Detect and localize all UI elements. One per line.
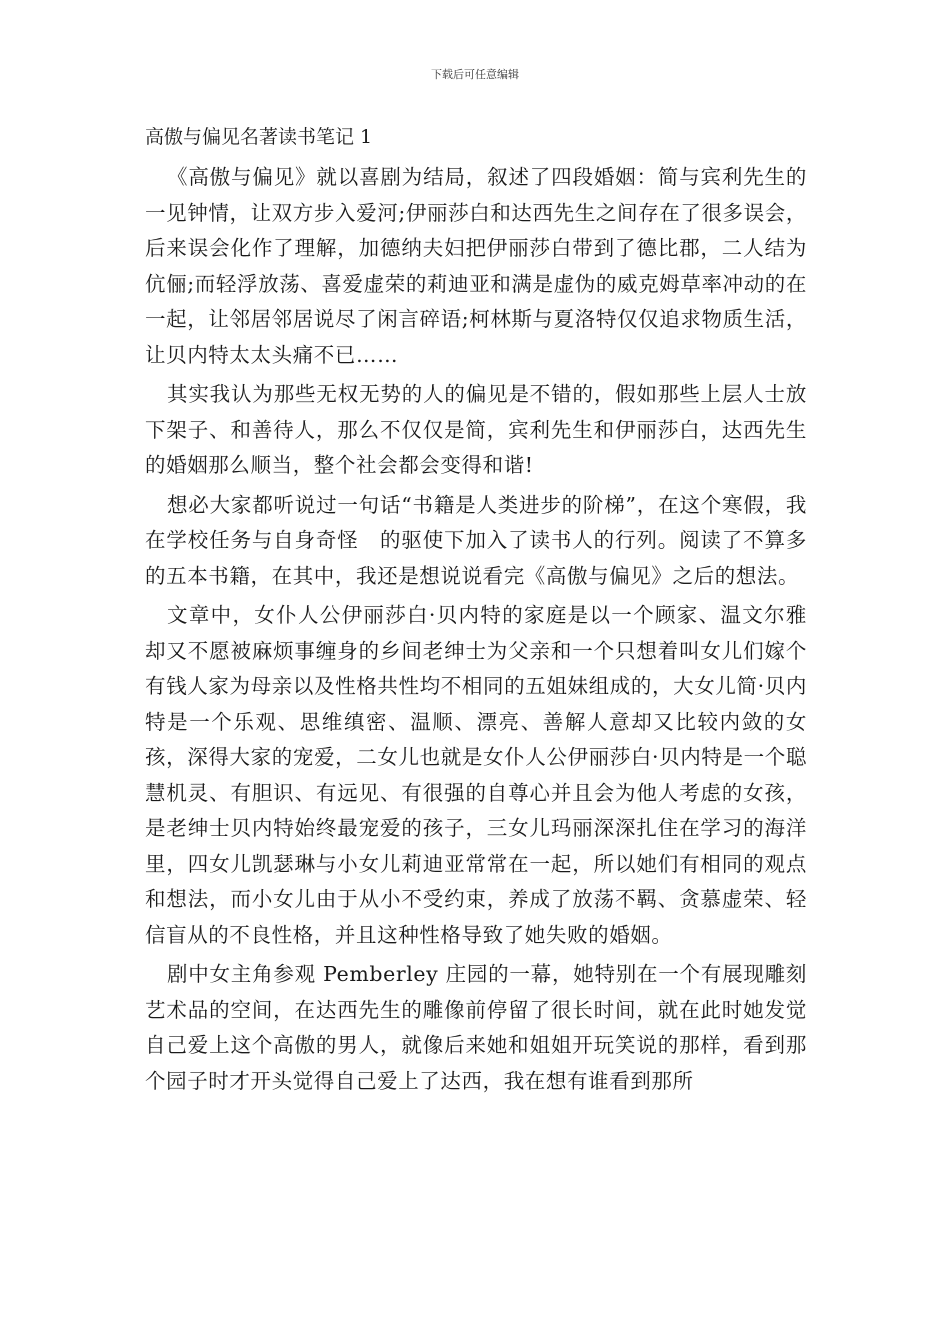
paragraph-1: 《高傲与偏见》就以喜剧为结局，叙述了四段婚姻：简与宾利先生的一见钟情，让双方步入爱河;伊丽莎白和达西先生之间存在了很多误会，后来误会化作了理解，加德纳夫妇把伊丽莎白带到了德比郡，二人结为伉俪;而轻浮放荡、喜爱虚荣的莉迪亚和满是虚伪的威克姆草率冲动的在一起，让邻居邻居说尽了闲言碎语;柯林斯与夏洛特仅仅追求物质生活，让贝内特太太头痛不已……: [145, 165, 807, 367]
paragraph-2: 其实我认为那些无权无势的人的偏见是不错的，假如那些上层人士放下架子、和善待人，那么不仅仅是简，宾利先生和伊丽莎白，达西先生的婚姻那么顺当，整个社会都会变得和谐!: [145, 382, 807, 477]
header-note: 下载后可任意编辑: [431, 68, 519, 81]
paragraph-3: 想必大家都听说过一句话“书籍是人类进步的阶梯”，在这个寒假，我在学校任务与自身奇怪 的驱使下加入了读书人的行列。阅读了不算多的五本书籍，在其中，我还是想说说看完《高傲与偏见》之后的想法。: [145, 492, 807, 588]
document-body: [145, 122, 807, 1103]
paragraph-5: 剧中女主角参观 Pemberley 庄园的一幕，她特别在一个有展现雕刻艺术品的空间，在达西先生的雕像前停留了很长时间，就在此时她发觉自己爱上这个高傲的男人，就像后来她和姐姐开玩笑说的那样，看到那个园子时才开头觉得自己爱上了达西，我在想有谁看到那所: [145, 962, 807, 1093]
paragraph-4: 文章中，女仆人公伊丽莎白·贝内特的家庭是以一个顾家、温文尔雅却又不愿被麻烦事缠身的乡间老绅士为父亲和一个只想着叫女儿们嫁个有钱人家为母亲以及性格共性均不相同的五姐妹组成的，大女儿简·贝内特是一个乐观、思维缜密、温顺、漂亮、善解人意却又比较内敛的女孩，深得大家的宠爱，二女儿也就是女仆人公伊丽莎白·贝内特是一个聪慧机灵、有胆识、有远见、有很强的自尊心并且会为他人考虑的女孩，是老绅士贝内特始终最宠爱的孩子，三女儿玛丽深深扎住在学习的海洋里，四女儿凯瑟琳与小女儿莉迪亚常常在一起，所以她们有相同的观点和想法，而小女儿由于从小不受约束，养成了放荡不羁、贪慕虚荣、轻信盲从的不良性格，并且这种性格导致了她失败的婚姻。: [145, 603, 807, 947]
document-title: 高傲与偏见名著读书笔记 1: [145, 126, 373, 148]
